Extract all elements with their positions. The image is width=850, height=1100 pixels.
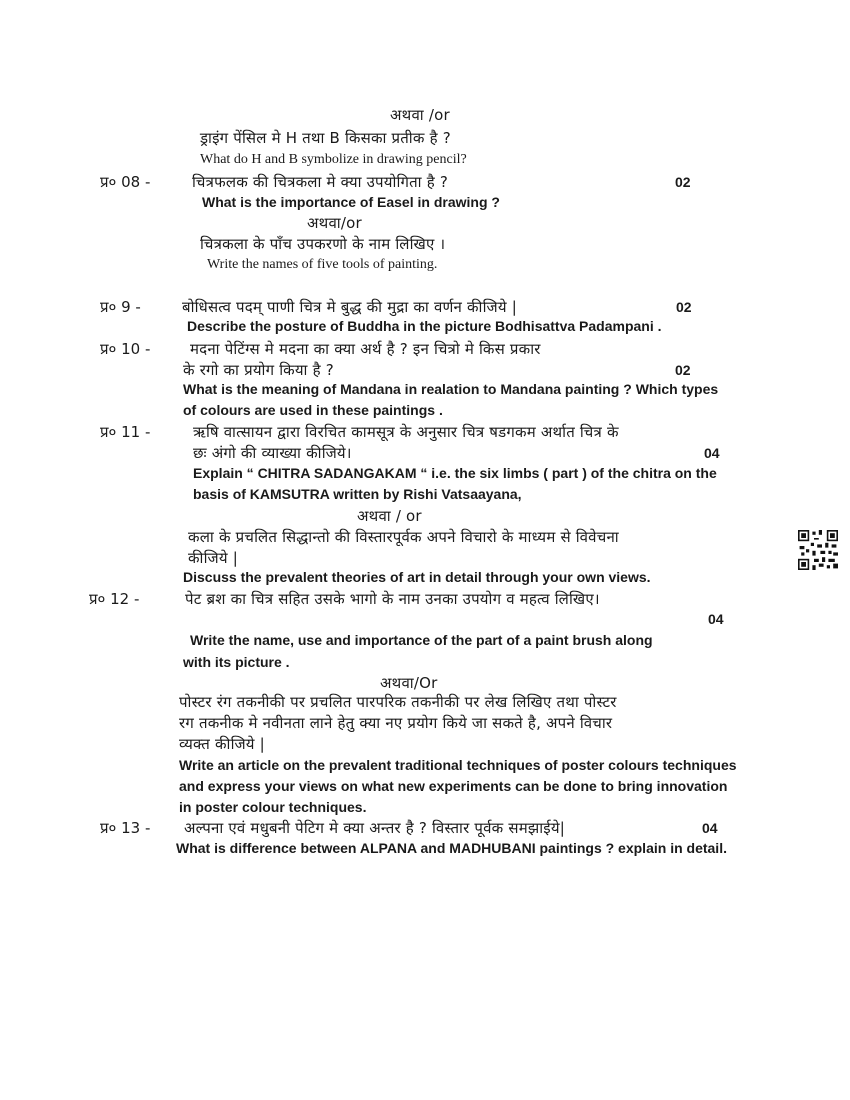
question-english: What is the meaning of Mandana in realation to Mandana painting ? Which types xyxy=(183,381,719,397)
question-hindi: कीजिये | xyxy=(188,549,238,567)
question-english: Discuss the prevalent theories of art in detail through your own views. xyxy=(183,569,651,585)
question-hindi: बोधिसत्व पदम् पाणी चित्र मे बुद्ध की मुद्रा का वर्णन कीजिये | xyxy=(182,298,517,316)
or-label: अथवा / or xyxy=(357,507,422,525)
question-english: of colours are used in these paintings . xyxy=(183,402,443,418)
question-english: What is the importance of Easel in drawing ? xyxy=(202,194,500,210)
question-number: प्र० 10 - xyxy=(100,340,151,358)
question-english: Write the names of five tools of painting. xyxy=(207,257,438,272)
question-english: What do H and B symbolize in drawing pencil? xyxy=(200,152,467,167)
question-hindi: चित्रफलक की चित्रकला मे क्या उपयोगिता है ? xyxy=(192,173,448,191)
question-hindi: छः अंगो की व्याख्या कीजिये। xyxy=(193,444,352,462)
question-hindi: ड्राइंग पेंसिल मे H तथा B किसका प्रतीक है ? xyxy=(200,129,451,147)
or-label: अथवा/Or xyxy=(380,674,438,692)
or-label: अथवा/or xyxy=(307,214,362,232)
question-number: प्र० 13 - xyxy=(100,819,151,837)
question-hindi: चित्रकला के पाँच उपकरणो के नाम लिखिए । xyxy=(200,235,446,253)
marks: 02 xyxy=(675,174,691,190)
question-english: and express your views on what new experiments can be done to bring innovation xyxy=(179,778,728,794)
question-number: प्र० 12 - xyxy=(89,590,140,608)
question-hindi: पेट ब्रश का चित्र सहित उसके भागो के नाम उनका उपयोग व महत्व लिखिए। xyxy=(185,590,600,608)
or-label: अथवा /or xyxy=(390,106,450,124)
question-english: Explain “ CHITRA SADANGAKAM “ i.e. the six limbs ( part ) of the chitra on the xyxy=(193,465,717,481)
qr-code xyxy=(798,530,838,570)
question-english: with its picture . xyxy=(183,654,290,670)
marks: 02 xyxy=(676,299,692,315)
question-english: Describe the posture of Buddha in the picture Bodhisattva Padampani . xyxy=(187,318,662,334)
question-english: What is difference between ALPANA and MADHUBANI paintings ? explain in detail. xyxy=(176,840,727,856)
question-number: प्र० 11 - xyxy=(100,423,151,441)
question-hindi: व्यक्त कीजिये | xyxy=(179,735,265,753)
marks: 02 xyxy=(675,362,691,378)
question-english: Write the name, use and importance of the part of a paint brush along xyxy=(190,632,653,648)
question-number: प्र० 9 - xyxy=(100,298,141,316)
question-hindi: के रगो का प्रयोग किया है ? xyxy=(183,361,334,379)
marks: 04 xyxy=(708,611,724,627)
question-english: basis of KAMSUTRA written by Rishi Vatsaayana, xyxy=(193,486,522,502)
question-hindi: मदना पेटिंग्स मे मदना का क्या अर्थ है ? इन चित्रो मे किस प्रकार xyxy=(190,340,541,358)
marks: 04 xyxy=(704,445,720,461)
question-number: प्र० 08 - xyxy=(100,173,151,191)
question-hindi: ऋषि वात्सायन द्वारा विरचित कामसूत्र के अनुसार चित्र षडगकम अर्थात चित्र के xyxy=(193,423,619,441)
question-english: in poster colour techniques. xyxy=(179,799,367,815)
question-hindi: कला के प्रचलित सिद्धान्तो की विस्तारपूर्वक अपने विचारो के माध्यम से विवेचना xyxy=(188,528,619,546)
question-hindi: रग तकनीक मे नवीनता लाने हेतु क्या नए प्रयोग किये जा सकते है, अपने विचार xyxy=(179,714,613,732)
question-hindi: अल्पना एवं मधुबनी पेटिग मे क्या अन्तर है ? विस्तार पूर्वक समझाईये| xyxy=(184,819,566,837)
question-hindi: पोस्टर रंग तकनीकी पर प्रचलित पारपरिक तकनीकी पर लेख लिखिए तथा पोस्टर xyxy=(179,693,617,711)
question-english: Write an article on the prevalent traditional techniques of poster colours techniques xyxy=(179,757,737,773)
marks: 04 xyxy=(702,820,718,836)
